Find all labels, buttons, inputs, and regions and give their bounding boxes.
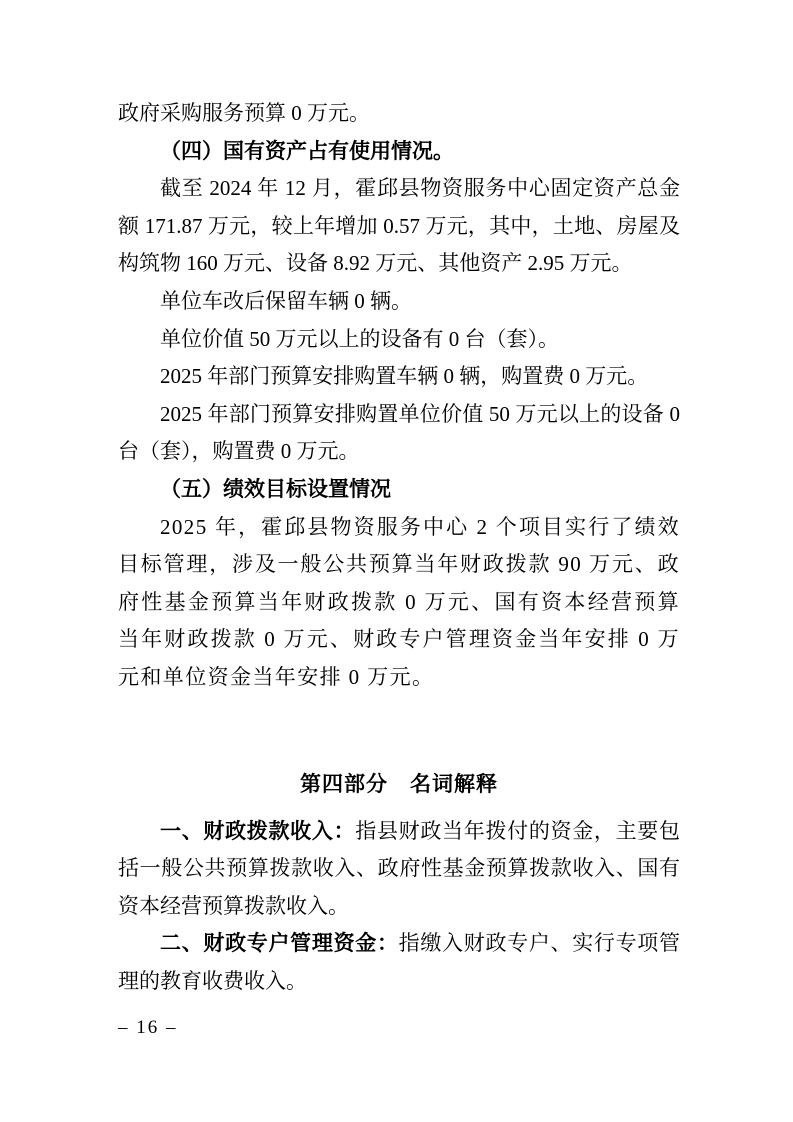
paragraph-2025-equipment-purchase: 2025 年部门预算安排购置单位价值 50 万元以上的设备 0 台（套），购置费 0 万元。 — [118, 401, 680, 464]
paragraph-2025-vehicle-purchase: 2025 年部门预算安排购置车辆 0 辆，购置费 0 万元。 — [160, 364, 649, 389]
section-heading-state-assets: （四）国有资产占有使用情况。 — [160, 138, 454, 163]
paragraph-fixed-assets-total: 截至 2024 年 12 月，霍邱县物资服务中心固定资产总金额 171.87 万元，较上年增加 0.57 万元，其中，土地、房屋及构筑物 160 万元、设备 8.92 万元、其他资产 2.95 万元。 — [118, 176, 680, 276]
glossary-term-special-account-funds — [118, 925, 680, 1000]
glossary-term-fiscal-appropriation — [118, 813, 680, 926]
paragraph-retained-vehicles: 单位车改后保留车辆 0 辆。 — [160, 288, 412, 313]
paragraph-equipment-over-500k: 单位价值 50 万元以上的设备有 0 台（套）。 — [160, 326, 559, 351]
glossary-term-definition: 指县财政当年拨付的资金，主要包括一般公共预算拨款收入、政府性基金预算拨款收入、国有资本经营预算拨款收入。 — [118, 818, 681, 918]
glossary-term-label: 二、财政专户管理资金： — [160, 932, 399, 956]
section-heading-performance-goals: （五）绩效目标设置情况 — [160, 476, 391, 501]
paragraph-performance-management: 2025 年，霍邱县物资服务中心 2 个项目实行了绩效目标管理，涉及一般公共预算当年财政拨款 90 万元、政府性基金预算当年财政拨款 0 万元、国有资本经营预算当年财政拨款 0 万元、财政专户管理资金当年安排 0 万元和单位资金当年安排 0 万元。 — [118, 514, 680, 689]
glossary-term-definition: 指缴入财政专户、实行专项管理的教育收费收入。 — [118, 931, 681, 993]
glossary-term-label: 一、财政拨款收入： — [160, 819, 356, 843]
paragraph-procurement-budget-carryover: 政府采购服务预算 0 万元。 — [118, 101, 370, 125]
glossary-part-title: 第四部分 名词解释 — [300, 772, 498, 796]
page-content — [118, 95, 680, 1000]
page-number: – 16 – — [118, 1017, 178, 1038]
